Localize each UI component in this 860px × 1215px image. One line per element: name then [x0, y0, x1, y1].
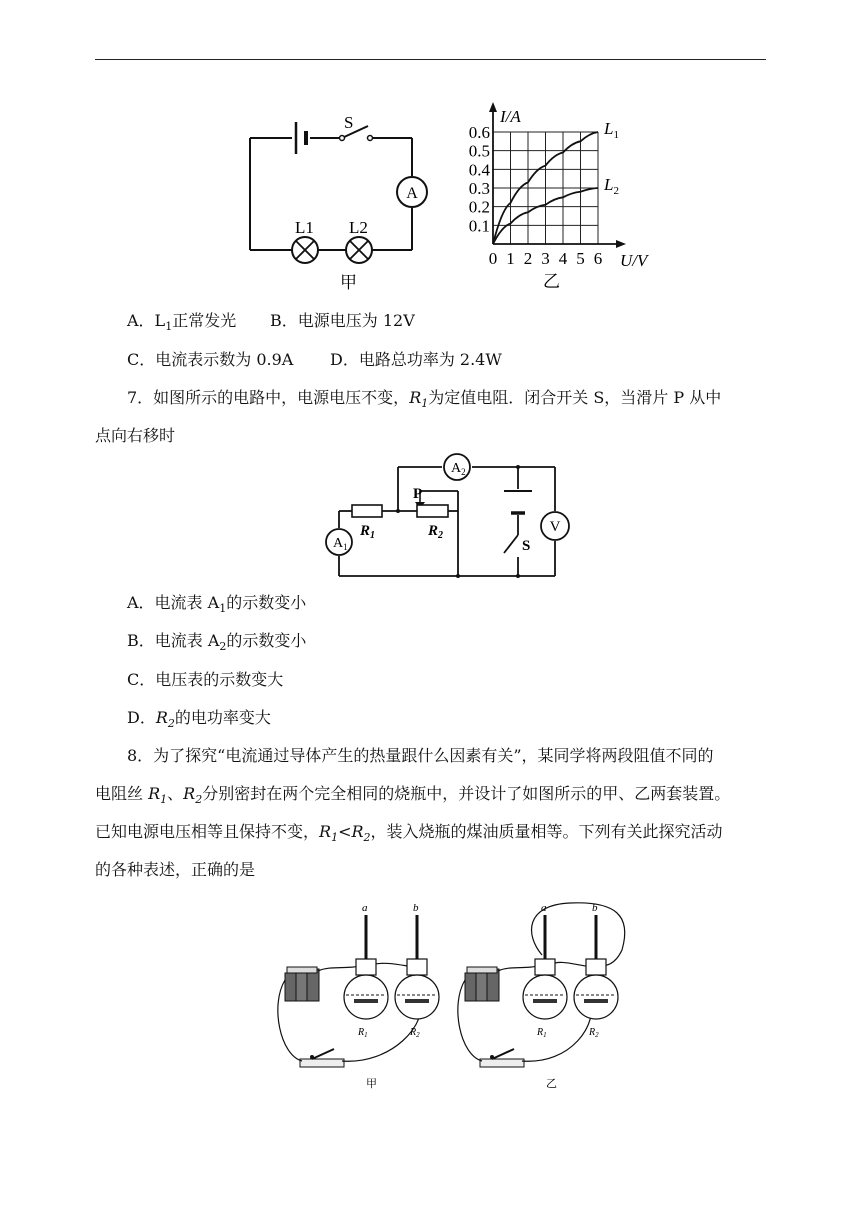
x-axis-label: U/V [620, 251, 648, 270]
setup-yi [458, 902, 625, 1090]
y-tick-label: 0.4 [468, 160, 490, 180]
tube-b-label: b [413, 902, 419, 914]
flask-r2-icon [574, 915, 618, 1019]
x-tick-label: 6 [593, 249, 603, 268]
junction-dot [396, 509, 400, 513]
x-tick-label: 5 [576, 249, 585, 268]
chart-grid [493, 132, 598, 244]
switch-label: S [522, 538, 531, 554]
x-tick-label: 2 [523, 249, 533, 268]
ammeter-a1-icon [326, 529, 352, 555]
q7-option-c: C．电压表的示数变大 [127, 670, 284, 689]
battery-icon [504, 491, 532, 513]
ammeter-a2-icon [444, 454, 470, 480]
q7-stem-line2: 点向右移时 [95, 426, 176, 445]
switch-label: S [344, 113, 354, 132]
r2-label: $R_2$ [428, 523, 444, 541]
q6-option-a: A．$L_1$正常发光 [127, 311, 237, 334]
y-axis-arrow-icon [489, 102, 497, 112]
junction-dot [456, 574, 460, 578]
header-rule [95, 59, 766, 60]
figure-label-jia: 甲 [366, 1078, 377, 1090]
ammeter-label: A [406, 185, 418, 202]
tube-a-label: a [541, 902, 547, 914]
lamp1-label: L1 [295, 218, 314, 237]
junction-dot [516, 574, 520, 578]
q7-option-a: A．电流表 $A_1$的示数变小 [127, 593, 307, 616]
q6-option-c: C．电流表示数为 0.9A [127, 350, 294, 369]
r2-label: $R_2$ [410, 1027, 420, 1039]
switch-base-icon [480, 1049, 524, 1067]
lamp-l2-icon [346, 237, 372, 263]
switch-base-icon [300, 1049, 344, 1067]
lamp2-label: L2 [349, 218, 368, 237]
resistor-r1-icon [352, 505, 382, 517]
battery-icon [296, 122, 306, 154]
q7-option-d: D．$R_2$的电功率变大 [127, 708, 271, 731]
tube-a-label: a [362, 902, 368, 914]
iu-graph-yi [455, 100, 655, 295]
q6-option-d: D．电路总功率为 2.4W [330, 350, 502, 369]
chart-ticks [469, 123, 603, 268]
y-tick-label: 0.3 [468, 178, 490, 198]
setup-jia [278, 902, 439, 1090]
x-tick-label: 0 [488, 249, 498, 268]
q8-stem-line2: 电阻丝 $R_1$、$R_2$分别密封在两个完全相同的烧瓶中，并设计了如图所示的甲、乙两套装置。 [95, 784, 731, 807]
x-tick-label: 4 [558, 249, 568, 268]
battery-pack-icon [285, 967, 319, 1001]
q7-option-b: B．电流表 $A_2$的示数变小 [127, 631, 307, 654]
y-tick-label: 0.2 [468, 197, 490, 217]
y-tick-label: 0.5 [468, 141, 490, 161]
figure-label-jia: 甲 [340, 273, 357, 292]
q7-stem-line1: 7．如图所示的电路中，电源电压不变，$R_1$为定值电阻．闭合开关 S，当滑片 P 从中 [127, 388, 722, 411]
y-axis-label: I/A [500, 107, 521, 126]
switch-icon [340, 136, 373, 141]
y-tick-label: 0.1 [468, 216, 490, 236]
q8-stem-line1: 8．为了探究“电流通过导体产生的热量跟什么因素有关”，某同学将两段阻值不同的 [127, 746, 714, 765]
junction-dot [516, 465, 520, 469]
svg-text:A2: $A_2$ [451, 461, 466, 477]
series-label-l1: $L_1$ [604, 118, 619, 141]
lamp-l1-icon [292, 237, 318, 263]
q8-stem-line4: 的各种表述，正确的是 [95, 860, 256, 879]
tube-b-label: b [592, 902, 598, 914]
rheostat-r2-icon [417, 505, 448, 517]
y-tick-label: 0.6 [468, 122, 490, 142]
x-tick-label: 1 [506, 249, 515, 268]
ammeter-icon [397, 177, 427, 207]
r1-label: $R_1$ [358, 1027, 368, 1039]
x-tick-label: 3 [541, 249, 550, 268]
r1-label: $R_1$ [360, 523, 376, 541]
battery-pack-icon [465, 967, 499, 1001]
x-axis-arrow-icon [616, 240, 626, 248]
r2-label: $R_2$ [589, 1027, 599, 1039]
circuit-diagram-q7 [322, 453, 582, 585]
slider-label: P [413, 486, 423, 502]
svg-text:V: V [549, 519, 561, 535]
series-label-l2: $L_2$ [604, 174, 619, 197]
figure-label-yi: 乙 [543, 272, 560, 291]
figure-label-yi: 乙 [546, 1078, 557, 1090]
svg-text:A1: $A_1$ [333, 536, 348, 552]
circuit-diagram-jia [240, 108, 435, 293]
voltmeter-icon [541, 512, 569, 540]
flask-r2-icon [395, 915, 439, 1019]
apparatus-figure-q8 [270, 895, 640, 1095]
r1-label: $R_1$ [537, 1027, 547, 1039]
q8-stem-line3: 已知电源电压相等且保持不变，$R_1<R_2$，装入烧瓶的煤油质量相等。下列有关此探究活动 [95, 822, 723, 845]
q6-option-b: B．电源电压为 12V [270, 311, 415, 330]
